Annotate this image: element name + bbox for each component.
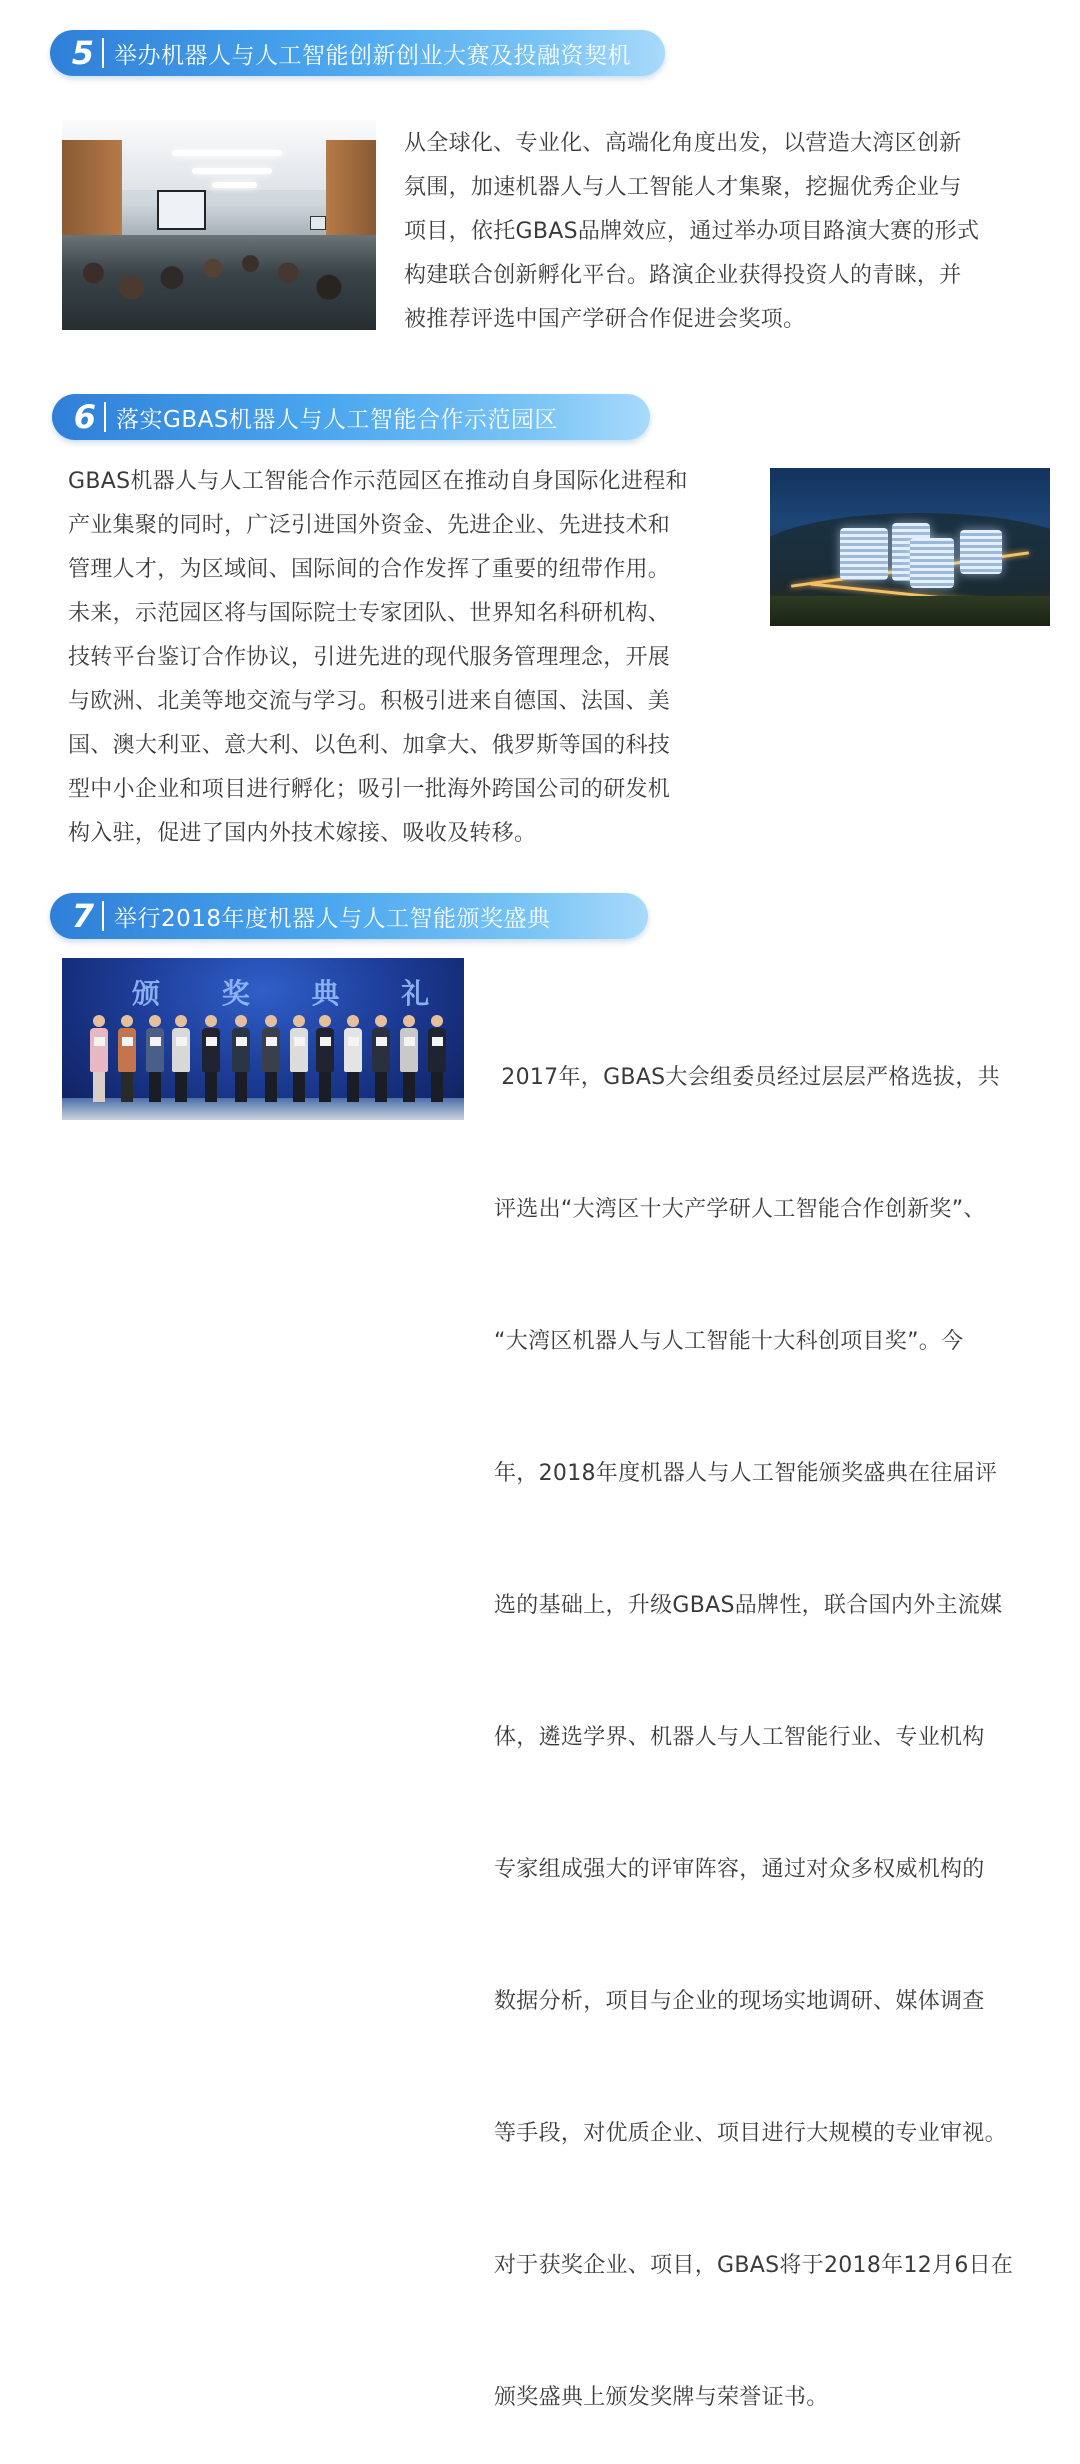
section-7-divider	[102, 901, 104, 931]
section-5-title: 举办机器人与人工智能创新创业大赛及投融资契机	[114, 42, 631, 69]
section-7-paragraph	[494, 968, 1054, 2464]
section-6-divider	[104, 402, 106, 432]
text-line: 管理人才，为区域间、国际间的合作发挥了重要的纽带作用。	[68, 557, 671, 582]
text-line: 选的基础上，升级GBAS品牌性，联合国内外主流媒	[494, 1593, 1003, 1618]
seminar-room-photo	[62, 120, 376, 330]
text-line: 构建联合创新孵化平台。路演企业获得投资人的青睐，并	[404, 263, 962, 288]
section-7-number: 7	[71, 897, 94, 935]
text-line: 构入驻，促进了国内外技术嫁接、吸收及转移。	[68, 821, 537, 846]
section-7-title: 举行2018年度机器人与人工智能颁奖盛典	[114, 905, 551, 932]
award-ceremony-photo	[62, 958, 464, 1120]
section-5-header	[50, 30, 665, 76]
text-line: 与欧洲、北美等地交流与学习。积极引进来自德国、法国、美	[68, 689, 671, 714]
campus-night-aerial-photo	[770, 468, 1050, 626]
text-line: 未来，示范园区将与国际院士专家团队、世界知名科研机构、	[68, 601, 671, 626]
text-line: 数据分析，项目与企业的现场实地调研、媒体调查	[494, 1989, 985, 2014]
text-line: 对于获奖企业、项目，GBAS将于2018年12月6日在	[494, 2253, 1014, 2278]
text-line: 专家组成强大的评审阵容，通过对众多权威机构的	[494, 1857, 985, 1882]
text-line: 技转平台鉴订合作协议，引进先进的现代服务管理理念，开展	[68, 645, 671, 670]
text-line: GBAS机器人与人工智能合作示范园区在推动自身国际化进程和	[68, 469, 688, 494]
text-line: 颁奖盛典上颁发奖牌与荣誉证书。	[494, 2385, 829, 2410]
section-5-paragraph	[404, 122, 1044, 342]
section-6-header	[52, 394, 650, 440]
text-line: 等手段，对优质企业、项目进行大规模的专业审视。	[494, 2121, 1007, 2146]
section-6-paragraph	[68, 460, 748, 856]
text-line: 国、澳大利亚、意大利、以色利、加拿大、俄罗斯等国的科技	[68, 733, 671, 758]
stage-backdrop-title: 颁 奖 典 礼	[132, 977, 456, 1010]
text-line: 评选出“大湾区十大产学研人工智能合作创新奖”、	[494, 1197, 986, 1222]
text-line: 产业集聚的同时，广泛引进国外资金、先进企业、先进技术和	[68, 513, 671, 538]
section-5-divider	[102, 38, 104, 68]
text-line: 氛围，加速机器人与人工智能人才集聚，挖掘优秀企业与	[404, 175, 962, 200]
text-line: 项目，依托GBAS品牌效应，通过举办项目路演大赛的形式	[404, 219, 980, 244]
text-line: 年，2018年度机器人与人工智能颁奖盛典在往届评	[494, 1461, 998, 1486]
text-line: 从全球化、专业化、高端化角度出发，以营造大湾区创新	[404, 131, 962, 156]
section-7-header	[50, 893, 648, 939]
text-line: 被推荐评选中国产学研合作促进会奖项。	[404, 307, 806, 332]
section-6-title: 落实GBAS机器人与人工智能合作示范园区	[116, 406, 558, 433]
section-6-number: 6	[73, 398, 96, 436]
text-line: “大湾区机器人与人工智能十大科创项目奖”。今	[494, 1329, 964, 1354]
section-5-number: 5	[71, 34, 94, 72]
text-line: 2017年，GBAS大会组委员经过层层严格选拔，共	[494, 1065, 1000, 1090]
text-line: 体，遴选学界、机器人与人工智能行业、专业机构	[494, 1725, 985, 1750]
text-line: 型中小企业和项目进行孵化；吸引一批海外跨国公司的研发机	[68, 777, 671, 802]
